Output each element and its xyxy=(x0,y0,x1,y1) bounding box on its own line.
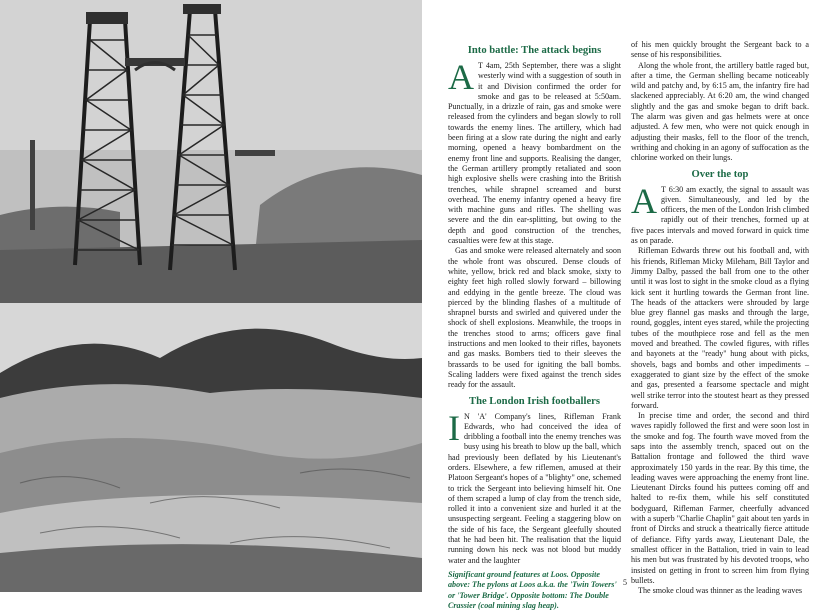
paragraph: Rifleman Edwards threw out his football and, with his friends, Rifleman Micky Mileham, Bill Taylor and Jimmy Dalby, passed the ball from one to the other until it was lost to sight in the smoke cloud as a flying kick sent it hurtling towards the German front line. The heads of the attackers were shrouded by large blue grey flannel gas masks and through the large, round, goggles, intent eyes stared, while the projecting tubes of the mouthpiece rose and fell as the men moved and breathed. The cowled figures, with rifles and bayonets at the "ready" hung about with picks, shovels, bags and bombs and other impediments – exaggerated to giant size by the effect of the smoke and gas, presented a fearsome spectacle and might well strike terror into the stoutest heart as they pressed forward. xyxy=(631,246,809,410)
heading-london-irish-footballers: The London Irish footballers xyxy=(469,395,600,407)
double-crassier-photo xyxy=(0,303,422,592)
page-number: 5 xyxy=(623,578,627,587)
paragraph: In precise time and order, the second and third waves rapidly followed the first and were soon lost in the smoke and fog. The fourth wave moved from the saps into the assembly trench, spaced out on the Battalion frontage and followed the third wave approximately 150 yards in the rear. By this time, the leading waves were approaching the enemy front line. Lieutenant Dircks found his puttees coming off and halted to re-fix them, while his self constituted bodyguard, Rifleman Farmer, cheerfully advanced with a superb "Charlie Chaplin" gait about ten yards in front of Dircks and struck a theatrically fierce attitude of defiance. Fifty yards away, Lieutenant Dale, the smallest officer in the Battalion, tried in vain to lead his men but was frustrated by his devoted troops, who insisted on getting in front to screen him from flying bullets. xyxy=(631,411,809,585)
heading-over-the-top: Over the top xyxy=(691,168,749,180)
paragraph: A T 4am, 25th September, there was a slight westerly wind with a suggestion of south in it and Division confirmed the order for smoke and gas to be released at 5:50am. Punctually, in a drizzle of rain, gas and smoke were released from the cylinders and began slowly to roll towards the enemy lines. The artillery, which had been firing at a slow rate during the night and early morning, opened a heavy bombardment on the enemy front line and supports. Realising the danger, the German artillery promptly retaliated and soon high explosive shells were crashing into the British trenches, while shrapnel screamed and burst overhead. The enemy infantry opened a heavy fire with machine guns and rifles. The shelling was severe and the din ear-splitting, but owing to the depth and good construction of the trenches, casualties were few at this stage. xyxy=(448,57,621,246)
heading-attack-begins: Into battle: The attack begins xyxy=(467,45,602,56)
drop-cap: A xyxy=(448,57,474,97)
pylons-photo xyxy=(0,0,422,303)
paragraph: Gas and smoke were released alternately and soon the whole front was obscured. Dense clouds of white, yellow, brick red and black smoke, sixty to eighty feet high rolled slowly forward – billowing and eddying in the gentle breeze. The cloud was pierced by the blinding flashes of a multitude of shrapnel bursts and swirled and quivered under the shock of shell explosions. Meanwhile, the troops in the trenches stood to arms; officers gave final instructions and men looked to their rifles, bayonets and gas masks. Bombers tied to their sleeves the brassards to be used for igniting the ball bombs. Scaling ladders were fixed against the trench sides ready for the assault. xyxy=(448,246,621,390)
right-text-column xyxy=(631,40,809,596)
photo-caption: Significant ground features at Loos. Opposite above: The pylons at Loos a.k.a. the 'Twin Towers' or 'Tower Bridge'. Opposite bottom: The Double Crassier (coal mining slag heap). xyxy=(448,569,617,611)
slag-heap-illustration xyxy=(0,303,422,592)
paragraph: of his men quickly brought the Sergeant back to a sense of his responsibilities. xyxy=(631,40,809,60)
paragraph: The smoke cloud was thinner as the leading waves xyxy=(638,586,803,596)
pylons-illustration xyxy=(0,0,422,303)
paragraph: I N 'A' Company's lines, Rifleman Frank Edwards, who had conceived the idea of dribbling a football into the enemy trenches was busy using his breath to blow up the ball, which had previously been deflated by his Lieutenant's orders. Elsewhere, a few riflemen, amused at their Platoon Sergeant's hopes of a "blighty" one, schemed to trick the Sergeant into believing himself hit. One of them scraped a lump of clay from the trench side, rolled it into a convenient size and hurled it at the unsuspecting sergeant. Feeling a staggering blow on the side of his face, the Sergeant gleefully shouted that he had been hit. The realisation that the liquid running down his neck was not blood but muddy water and the laughter xyxy=(448,407,621,565)
drop-cap: A xyxy=(631,180,657,221)
left-text-column xyxy=(448,40,621,612)
paragraph: A T 6:30 am exactly, the signal to assault was given. Simultaneously, and led by the officers, the men of the London Irish climbed rapidly out of their trenches, formed up at five paces intervals and moved forward in quick time as on parade. xyxy=(631,180,809,246)
paragraph: Along the whole front, the artillery battle raged but, after a time, the German shelling became noticeably wild and patchy and, by 6:15 am, the infantry fire had slackened appreciably. At 6:20 am, the wind changed slightly and the gas and smoke began to drift back. The alarm was given and gas helmets were at once adjusted. A few men, who were not quick enough in adjusting their masks, fell to the floor of the trench, writhing and choking in an agony of suffocation as the chlorine worked on their lungs. xyxy=(631,60,809,163)
drop-cap: I xyxy=(448,407,460,448)
